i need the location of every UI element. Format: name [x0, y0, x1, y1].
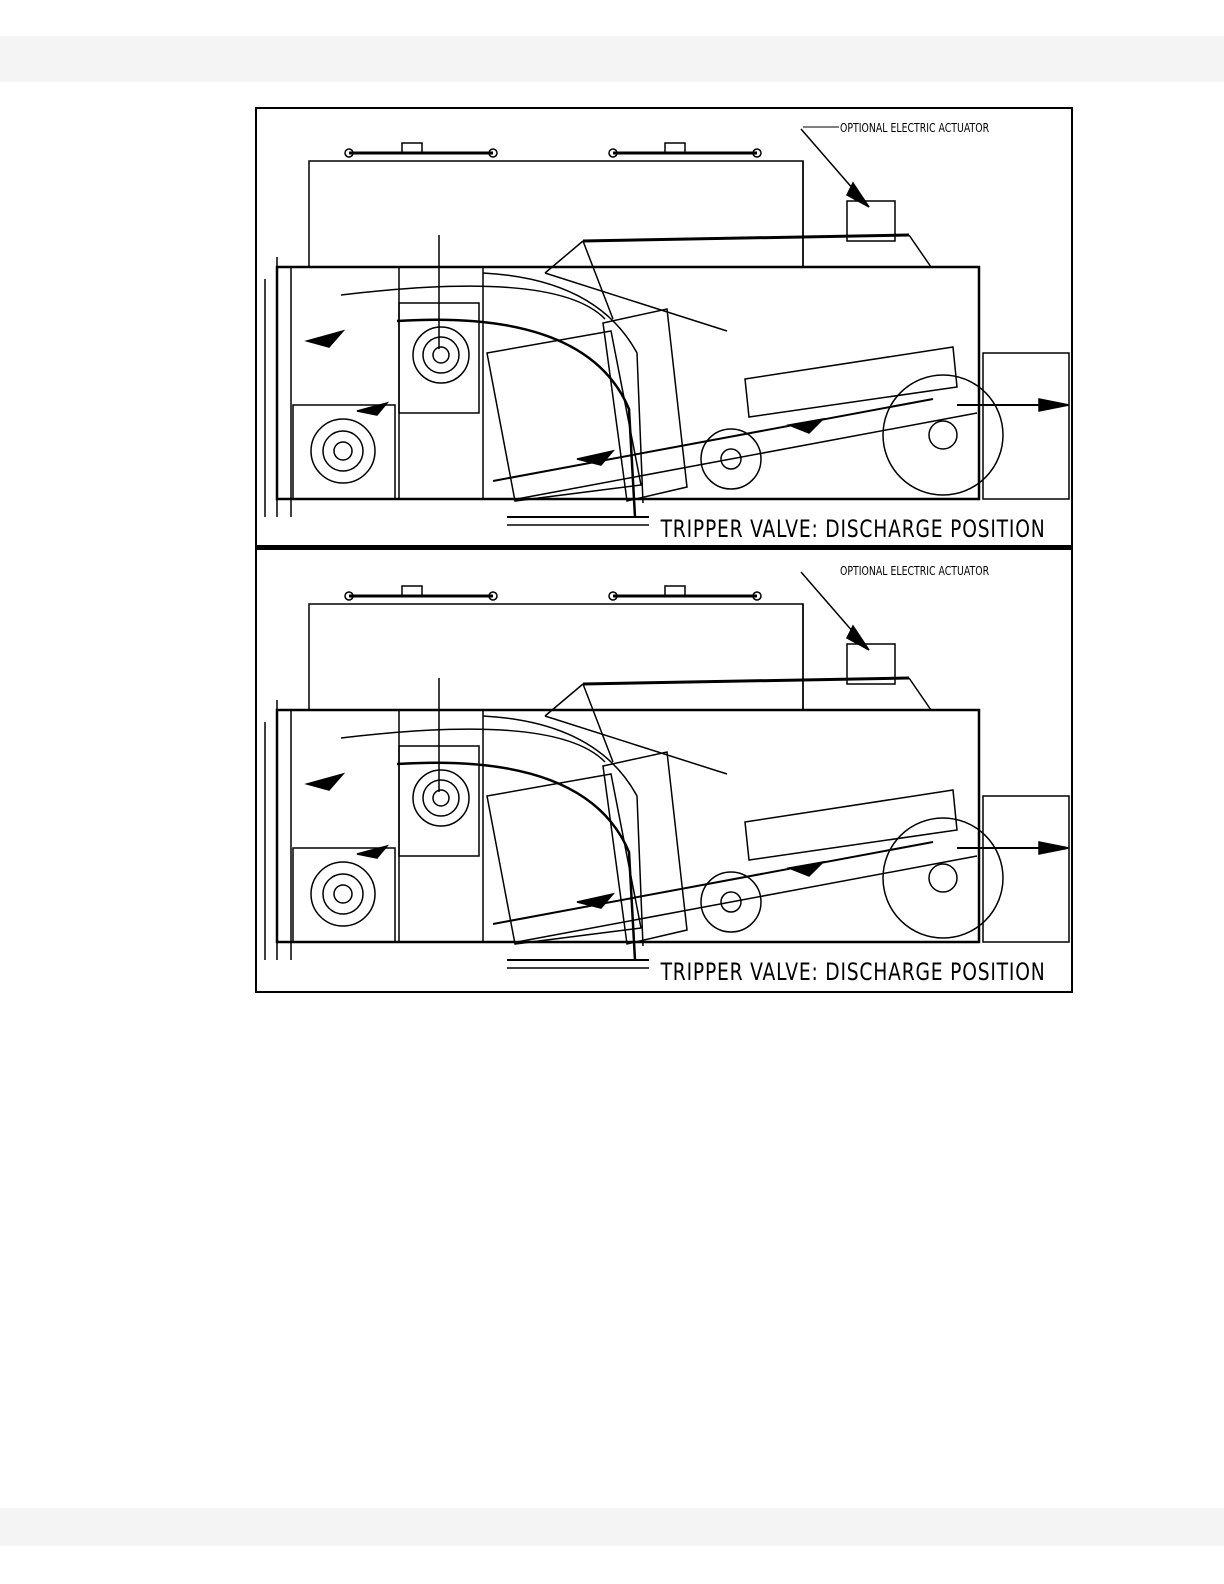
- drawing-figure: [255, 107, 1073, 993]
- drawing-panel-lower: [257, 552, 1071, 992]
- viewer-bottom-band: [0, 1508, 1224, 1546]
- drawing-panel-upper: [257, 109, 1071, 549]
- viewer-top-band: [0, 36, 1224, 82]
- figure-caption: TRIPPER VALVE: DISCHARGE POSITION: [660, 958, 1045, 986]
- actuator-callout-label: OPTIONAL ELECTRIC ACTUATOR: [840, 564, 990, 578]
- tripper-valve-drawing: [257, 552, 1071, 992]
- actuator-callout-label: OPTIONAL ELECTRIC ACTUATOR: [840, 121, 990, 135]
- figure-caption: TRIPPER VALVE: DISCHARGE POSITION: [660, 515, 1045, 543]
- panel-divider: [257, 545, 1071, 550]
- tripper-valve-drawing: [257, 109, 1071, 549]
